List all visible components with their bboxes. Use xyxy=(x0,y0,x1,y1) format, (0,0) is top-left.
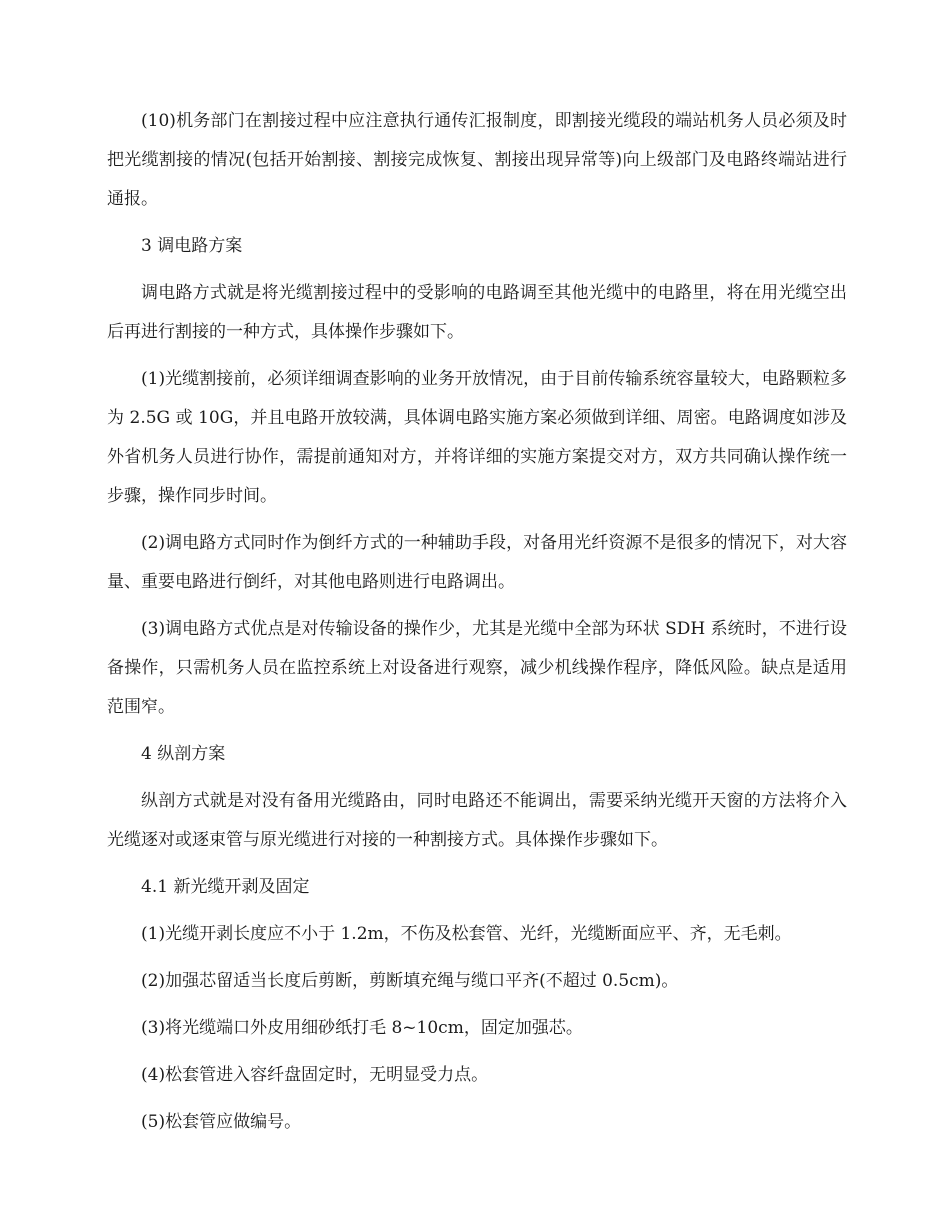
paragraph-item-1: (1)光缆割接前，必须详细调查影响的业务开放情况，由于目前传输系统容量较大，电路颗粒多为 2.5G 或 10G，并且电路开放较满，具体调电路实施方案必须做到详细、周密。电路调度如涉及外省机务人员进行协作，需提前通知对方，并将详细的实施方案提交对方，双方共同确认操作统一步骤，操作同步时间。 xyxy=(107,369,847,506)
paragraph-item-2: (2)调电路方式同时作为倒纤方式的一种辅助手段，对备用光纤资源不是很多的情况下，对大容量、重要电路进行倒纤，对其他电路则进行电路调出。 xyxy=(107,533,847,592)
list-item-5: (5)松套管应做编号。 xyxy=(141,1112,302,1132)
paragraph-item-10: (10)机务部门在割接过程中应注意执行通传汇报制度，即割接光缆段的端站机务人员必须及时把光缆割接的情况(包括开始割接、割接完成恢复、割接出现异常等)向上级部门及电路终端站进行通报。 xyxy=(107,111,847,209)
subsection-heading-4-1: 4.1 新光缆开剥及固定 xyxy=(141,877,310,897)
list-item-3: (3)将光缆端口外皮用细砂纸打毛 8~10cm，固定加强芯。 xyxy=(141,1018,583,1038)
section-heading-4: 4 纵剖方案 xyxy=(141,744,226,764)
section-heading-3: 3 调电路方案 xyxy=(141,236,243,256)
list-item-1: (1)光缆开剥长度应不小于 1.2m，不伤及松套管、光纤，光缆断面应平、齐，无毛刺。 xyxy=(141,924,792,944)
paragraph-item-3: (3)调电路方式优点是对传输设备的操作少，尤其是光缆中全部为环状 SDH 系统时，不进行设备操作，只需机务人员在监控系统上对设备进行观察，减少机线操作程序，降低风险。缺点是适用范围窄。 xyxy=(107,619,847,717)
list-item-4: (4)松套管进入容纤盘固定时，无明显受力点。 xyxy=(141,1065,489,1085)
list-item-2: (2)加强芯留适当长度后剪断，剪断填充绳与缆口平齐(不超过 0.5cm)。 xyxy=(141,971,679,991)
document-page xyxy=(107,102,847,1142)
paragraph-intro-4: 纵剖方式就是对没有备用光缆路由，同时电路还不能调出，需要采纳光缆开天窗的方法将介入光缆逐对或逐束管与原光缆进行对接的一种割接方式。具体操作步骤如下。 xyxy=(107,791,847,850)
paragraph-intro-3: 调电路方式就是将光缆割接过程中的受影响的电路调至其他光缆中的电路里，将在用光缆空出后再进行割接的一种方式，具体操作步骤如下。 xyxy=(107,283,847,342)
